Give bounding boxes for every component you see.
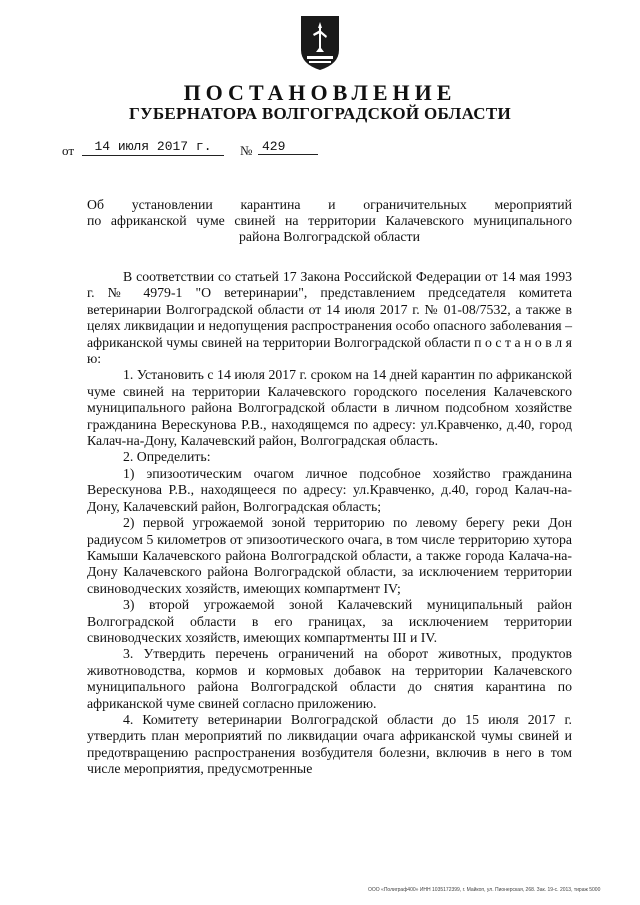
- document-body: [87, 269, 572, 778]
- document-date: 14 июля 2017 г.: [82, 139, 224, 156]
- preamble-paragraph: В соответствии со статьей 17 Закона Российской Федерации от 14 мая 1993 г. № 4979-1 "О ветеринарии", представлением председателя комитета ветеринарии Волгоградской области от 14 июля 2017 г. № 01-08/7532, а также в целях ликвидации и недопущения распространения особо опасного заболевания – африканской чумы свиней на территории Волгоградской области п о с т а н о в л я ю:: [87, 269, 572, 367]
- subject-line-1: Об установлении карантина и ограничительных мероприятий: [87, 197, 572, 212]
- item-3-paragraph: 3. Утвердить перечень ограничений на оборот животных, продуктов животноводства, кормов и кормовых добавок на территории Калачевского муниципального района Волгоградской области до снятия карантина по африканской чуме свиней согласно приложению.: [87, 646, 572, 711]
- subject-line-2: по африканской чуме свиней на территории Калачевского муниципального: [87, 213, 572, 228]
- item-1-paragraph: 1. Установить с 14 июля 2017 г. сроком на 14 дней карантин по африканской чуме свиней на территории Калачевского городского поселения Калачевского муниципального района Волгоградской области в личном подсобном хозяйстве гражданина Верескунова Р.В., находящемся по адресу: ул.Кравченко, д.40, город Калач-на-Дону, Калачевский район, Волгоградская область.: [87, 367, 572, 449]
- item-4-paragraph: 4. Комитету ветеринарии Волгоградской области до 15 июля 2017 г. утвердить план мероприятий по ликвидации очага африканской чумы свиней и предотвращению распространения возбудителя болезни, включив в него в том числе мероприятия, предусмотренные: [87, 711, 572, 777]
- document-number: 429: [258, 139, 318, 155]
- item-2-3-paragraph: 3) второй угрожаемой зоной Калачевский муниципальный район Волгоградской области в его границах, за исключением территории свиноводческих хозяйств, имеющих компартменты III и IV.: [87, 597, 572, 645]
- date-number-line: [62, 139, 362, 159]
- coat-of-arms-icon: [299, 14, 341, 72]
- item-2-paragraph: 2. Определить:: [123, 449, 211, 465]
- document-subtitle: ГУБЕРНАТОРА ВОЛГОГРАДСКОЙ ОБЛАСТИ: [128, 104, 512, 123]
- date-prefix: от: [62, 143, 75, 158]
- print-imprint: ООО «Полиграф400» ИНН 1035172399, г. Майкоп, ул. Пионерская, 268. Зак. 19-с. 2013, тираж 5000: [368, 887, 601, 893]
- number-prefix: №: [240, 143, 253, 158]
- item-2-1-paragraph: 1) эпизоотическим очагом личное подсобное хозяйство гражданина Верескунова Р.В., находящееся по адресу: ул.Кравченко, д.40, город Калач-на-Дону, Калачевский район, Волгоградская область;: [87, 465, 572, 514]
- subject-line-3: района Волгоградской области: [239, 229, 420, 244]
- document-subject: [87, 197, 572, 245]
- item-2-2-paragraph: 2) первой угрожаемой зоной территорию по левому берегу реки Дон радиусом 5 километров от эпизоотического очага, в том числе территорию хутора Камыши Калачевского района Волгоградской области, а также города Калача-на-Дону Калачевского района Волгоградской области, за исключением территории свиноводческих хозяйств, имеющих компартмент IV;: [87, 515, 572, 596]
- document-title: ПОСТАНОВЛЕНИЕ: [183, 80, 457, 105]
